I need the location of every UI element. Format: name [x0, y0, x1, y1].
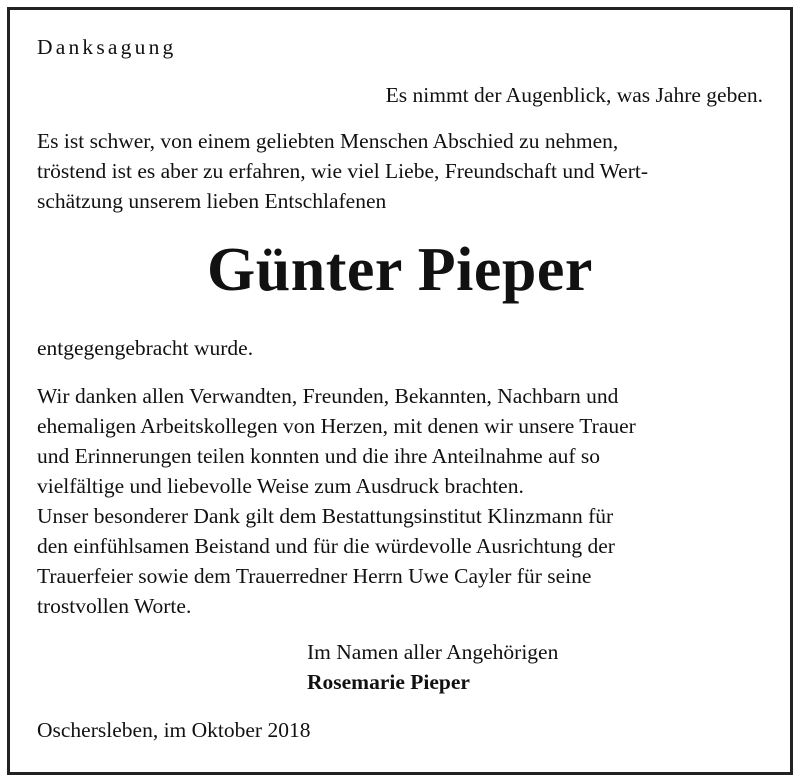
intro-line: Es ist schwer, von einem geliebten Menschen Abschied zu nehmen, [37, 129, 619, 153]
thanks-paragraph [37, 381, 764, 621]
notice-heading: Danksagung [37, 35, 177, 59]
place-date: Oschersleben, im Oktober 2018 [37, 718, 311, 742]
thanks-line: Wir danken allen Verwandten, Freunden, Bekannten, Nachbarn und [37, 384, 619, 408]
thanks-line: ehemaligen Arbeitskollegen von Herzen, mit denen wir unsere Trauer [37, 414, 636, 438]
intro-line: tröstend ist es aber zu erfahren, wie viel Liebe, Freundschaft und Wert- [37, 159, 648, 183]
after-name-text: entgegengebracht wurde. [37, 336, 254, 360]
deceased-name: Günter Pieper [207, 236, 593, 304]
thanks-line: den einfühlsamen Beistand und für die würdevolle Ausrichtung der [37, 534, 615, 558]
signature-line: Im Namen aller Angehörigen [307, 640, 559, 664]
thanks-line: vielfältige und liebevolle Weise zum Ausdruck brachten. [37, 474, 524, 498]
motto-quote: Es nimmt der Augenblick, was Jahre geben. [385, 83, 763, 107]
thanks-line: Trauerfeier sowie dem Trauerredner Herrn Uwe Cayler für seine [37, 564, 592, 588]
thanks-line: trostvollen Worte. [37, 594, 192, 618]
thanks-line: Unser besonderer Dank gilt dem Bestattungsinstitut Klinzmann für [37, 504, 614, 528]
intro-line: schätzung unserem lieben Entschlafenen [37, 189, 387, 213]
thanks-line: und Erinnerungen teilen konnten und die ihre Anteilnahme auf so [37, 444, 601, 468]
signature-name: Rosemarie Pieper [307, 670, 470, 694]
intro-paragraph [37, 126, 764, 216]
